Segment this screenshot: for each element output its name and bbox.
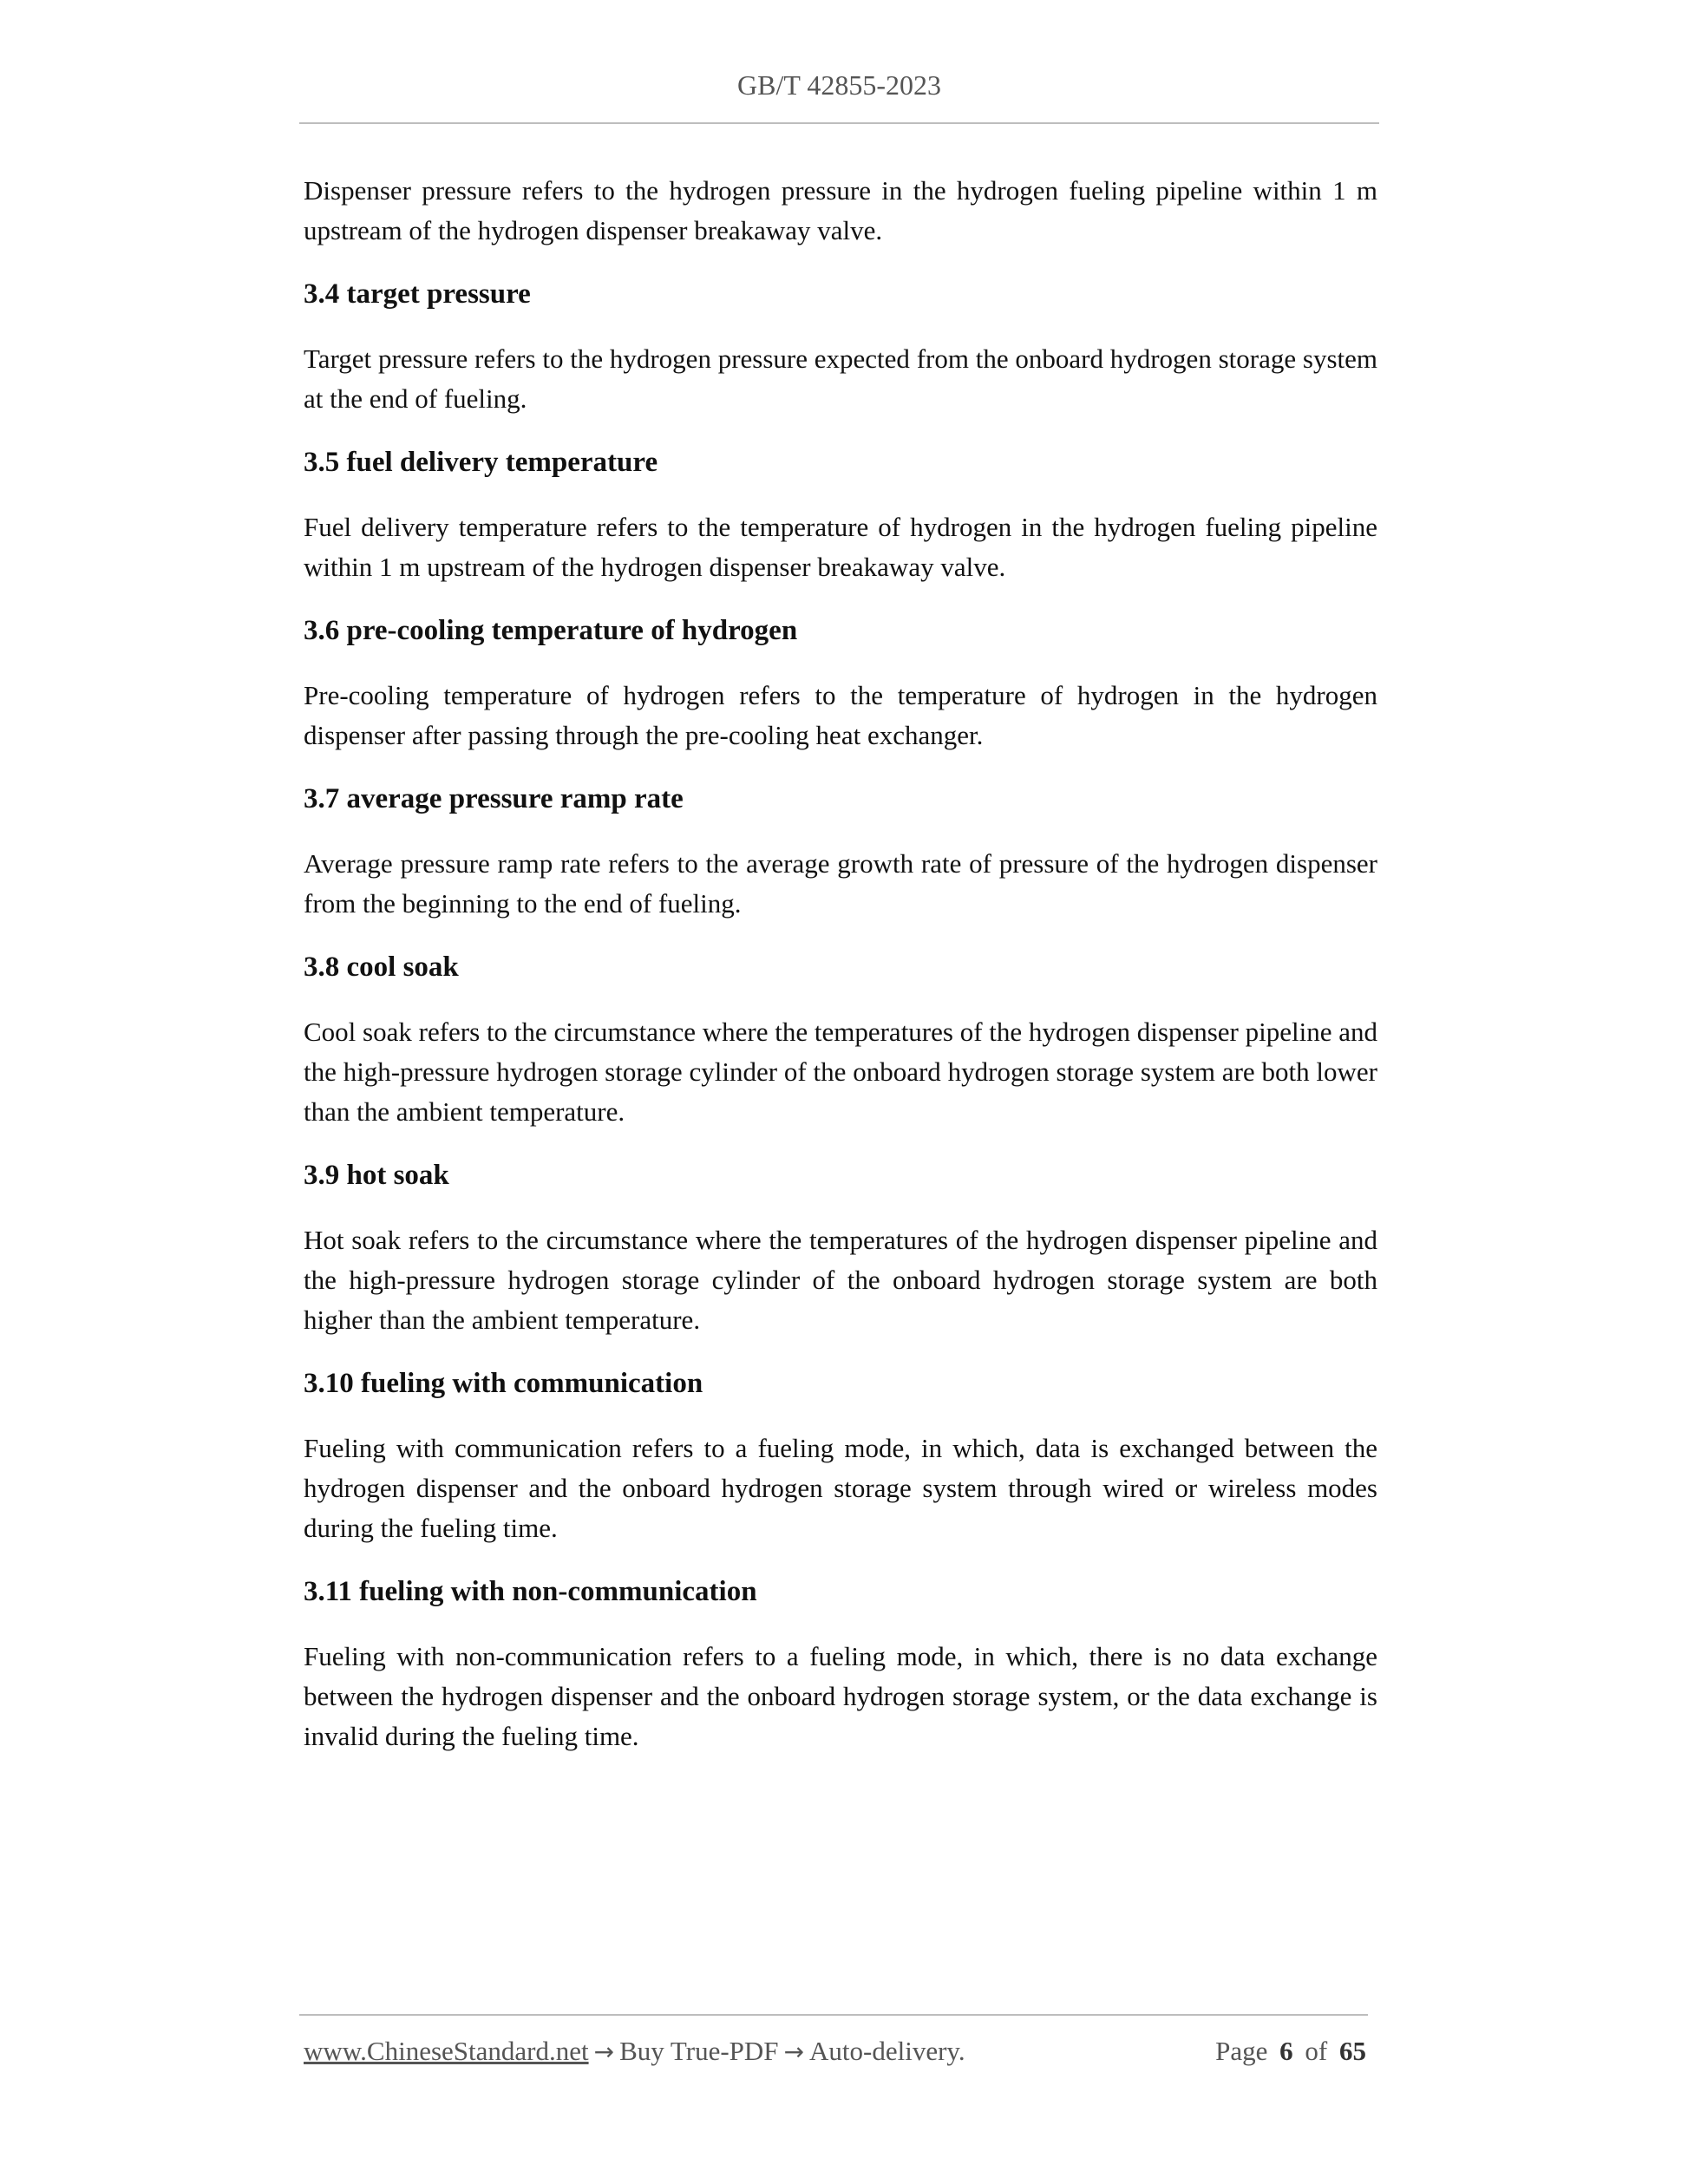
page-of: of xyxy=(1305,2036,1328,2066)
section-3-5 xyxy=(304,443,1377,587)
page-header xyxy=(299,69,1379,101)
section-text: Pre-cooling temperature of hydrogen refers to the temperature of hydrogen in the hydrogen dispenser after passing through the pre-cooling heat exchanger. xyxy=(304,680,1377,750)
section-text: Hot soak refers to the circumstance where the temperatures of the hydrogen dispenser pipeline and the high-pressure hydrogen storage cylinder of the onboard hydrogen storage system are both higher than the ambient temperature. xyxy=(304,1225,1377,1335)
page-label: Page xyxy=(1215,2036,1268,2066)
intro-paragraph: Dispenser pressure refers to the hydrogen pressure in the hydrogen fueling pipeline within 1 m upstream of the hydrogen dispenser breakaway valve. xyxy=(304,175,1377,245)
page-number xyxy=(1210,2032,1366,2070)
header-divider xyxy=(299,122,1379,124)
section-text: Cool soak refers to the circumstance where the temperatures of the hydrogen dispenser pipeline and the high-pressure hydrogen storage cylinder of the onboard hydrogen storage system are both lower than the ambient temperature. xyxy=(304,1017,1377,1127)
section-heading: 3.5 fuel delivery temperature xyxy=(304,447,658,478)
section-text: Fueling with communication refers to a fueling mode, in which, data is exchanged between the hydrogen dispenser and the onboard hydrogen storage system through wired or wireless modes during the fueling time. xyxy=(304,1433,1377,1543)
section-3-4 xyxy=(304,275,1377,419)
section-3-10 xyxy=(304,1364,1377,1548)
section-heading: 3.7 average pressure ramp rate xyxy=(304,783,684,814)
page-current: 6 xyxy=(1279,2036,1293,2066)
section-3-8 xyxy=(304,948,1377,1132)
section-heading: 3.8 cool soak xyxy=(304,951,459,983)
section-heading: 3.6 pre-cooling temperature of hydrogen xyxy=(304,615,798,646)
section-text: Target pressure refers to the hydrogen pressure expected from the onboard hydrogen storage system at the end of fueling. xyxy=(304,343,1377,414)
section-text: Fueling with non-communication refers to a fueling mode, in which, there is no data exchange between the hydrogen dispenser and the onboard hydrogen storage system, or the data exchange is invalid during the fueling time. xyxy=(304,1641,1377,1751)
page-total: 65 xyxy=(1339,2036,1366,2066)
arrow-right-icon: → xyxy=(783,2037,805,2066)
section-heading: 3.10 fueling with communication xyxy=(304,1368,703,1399)
arrow-right-icon: → xyxy=(593,2037,615,2066)
footer-promo xyxy=(304,2032,965,2071)
section-heading: 3.11 fueling with non-communication xyxy=(304,1576,757,1607)
section-heading: 3.9 hot soak xyxy=(304,1160,449,1191)
buy-text: Buy True-PDF xyxy=(619,2036,779,2066)
document-body xyxy=(304,171,1377,1781)
page-footer xyxy=(304,2032,1366,2070)
footer-divider xyxy=(299,2014,1368,2016)
section-3-11 xyxy=(304,1573,1377,1756)
site-link[interactable]: www.ChineseStandard.net xyxy=(304,2036,589,2066)
section-text: Average pressure ramp rate refers to the average growth rate of pressure of the hydrogen dispenser from the beginning to the end of fueling. xyxy=(304,848,1377,919)
section-text: Fuel delivery temperature refers to the temperature of hydrogen in the hydrogen fueling pipeline within 1 m upstream of the hydrogen dispenser breakaway valve. xyxy=(304,512,1377,582)
section-3-7 xyxy=(304,780,1377,924)
delivery-text: Auto-delivery. xyxy=(809,2036,965,2066)
section-3-9 xyxy=(304,1156,1377,1340)
section-3-6 xyxy=(304,611,1377,755)
section-heading: 3.4 target pressure xyxy=(304,278,531,310)
standard-code: GB/T 42855-2023 xyxy=(737,69,941,101)
